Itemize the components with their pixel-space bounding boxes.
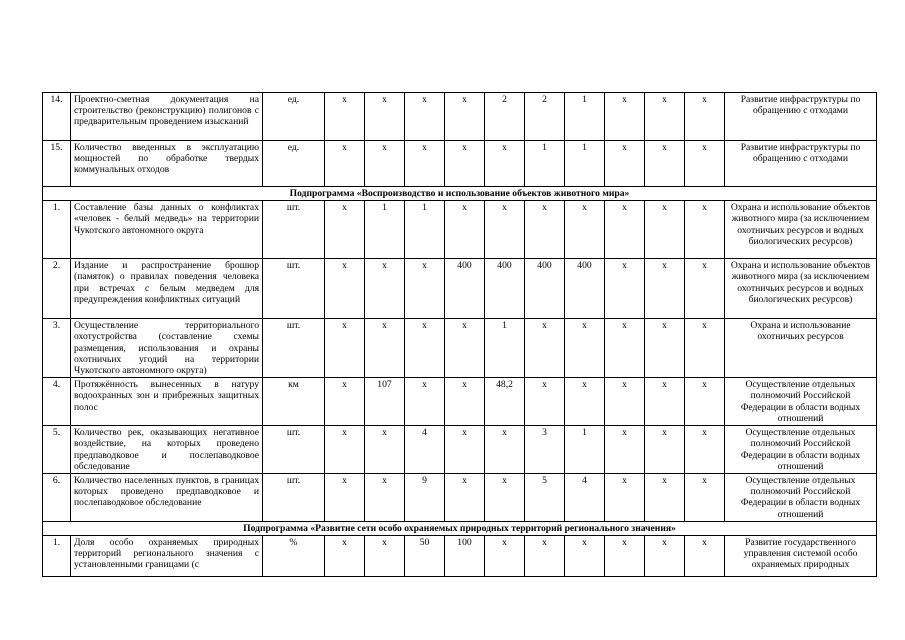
row-number: 2. — [43, 259, 71, 319]
value-cell: 1 — [485, 319, 525, 378]
value-cell: 50 — [405, 536, 445, 577]
value-cell: х — [685, 474, 725, 522]
table-row — [43, 474, 877, 522]
value-cell: х — [485, 474, 525, 522]
unit-cell: шт. — [263, 201, 325, 259]
table-row — [43, 378, 877, 426]
value-cell: х — [605, 259, 645, 319]
value-cell: 1 — [365, 201, 405, 259]
direction-cell: Охрана и использование охотничьих ресурсов — [725, 319, 877, 378]
unit-cell: шт. — [263, 319, 325, 378]
value-cell: х — [325, 141, 365, 187]
direction-cell: Осуществление отдельных полномочий Российской Федерации в области водных отношений — [725, 474, 877, 522]
direction-cell: Развитие инфраструктуры по обращению с отходами — [725, 141, 877, 187]
value-cell: х — [325, 319, 365, 378]
subprogram-row — [43, 187, 877, 201]
table-row — [43, 201, 877, 259]
row-number: 6. — [43, 474, 71, 522]
value-cell: х — [485, 141, 525, 187]
value-cell: 400 — [565, 259, 605, 319]
value-cell: х — [405, 93, 445, 141]
indicator-name: Доля особо охраняемых природных территорий регионального значения с установленными границами (с — [71, 536, 263, 577]
value-cell: 400 — [525, 259, 565, 319]
value-cell: 1 — [525, 141, 565, 187]
value-cell: 48,2 — [485, 378, 525, 426]
value-cell: х — [445, 426, 485, 474]
row-number: 1. — [43, 201, 71, 259]
indicator-name: Составление базы данных о конфликтах «человек - белый медведь» на территории Чукотского автономного округа — [71, 201, 263, 259]
value-cell: х — [365, 93, 405, 141]
value-cell: х — [685, 93, 725, 141]
indicator-name: Количество населенных пунктов, в границах которых проведено предпаводковое и послепаводковое обследование — [71, 474, 263, 522]
value-cell: х — [605, 319, 645, 378]
value-cell: х — [525, 378, 565, 426]
value-cell: х — [565, 201, 605, 259]
value-cell: х — [405, 141, 445, 187]
unit-cell: шт. — [263, 426, 325, 474]
value-cell: 3 — [525, 426, 565, 474]
value-cell: х — [365, 426, 405, 474]
table-row — [43, 426, 877, 474]
value-cell: 2 — [485, 93, 525, 141]
value-cell: х — [365, 536, 405, 577]
row-number: 3. — [43, 319, 71, 378]
value-cell: х — [405, 259, 445, 319]
value-cell: х — [565, 378, 605, 426]
table-row — [43, 93, 877, 141]
unit-cell: ед. — [263, 141, 325, 187]
value-cell: х — [365, 259, 405, 319]
value-cell: х — [605, 141, 645, 187]
direction-cell: Осуществление отдельных полномочий Российской Федерации в области водных отношений — [725, 426, 877, 474]
value-cell: х — [605, 201, 645, 259]
value-cell: х — [325, 474, 365, 522]
value-cell: х — [605, 93, 645, 141]
indicator-name: Протяжённость вынесенных в натуру водоохранных зон и прибрежных защитных полос — [71, 378, 263, 426]
value-cell: х — [565, 536, 605, 577]
value-cell: х — [485, 426, 525, 474]
unit-cell: шт. — [263, 474, 325, 522]
row-number: 15. — [43, 141, 71, 187]
value-cell: х — [645, 319, 685, 378]
value-cell: х — [645, 536, 685, 577]
direction-cell: Развитие государственного управления системой особо охраняемых природных — [725, 536, 877, 577]
indicator-name: Проектно-сметная документация на строительство (реконструкцию) полигонов с предварительным проведением изысканий — [71, 93, 263, 141]
row-number: 1. — [43, 536, 71, 577]
unit-cell: ед. — [263, 93, 325, 141]
value-cell: х — [365, 474, 405, 522]
value-cell: 1 — [405, 201, 445, 259]
table-row — [43, 259, 877, 319]
value-cell: х — [445, 201, 485, 259]
value-cell: х — [605, 536, 645, 577]
value-cell: х — [485, 201, 525, 259]
subprogram-heading: Подпрограмма «Развитие сети особо охраняемых природных территорий регионального значения» — [43, 521, 877, 535]
value-cell: х — [685, 141, 725, 187]
value-cell: х — [405, 319, 445, 378]
value-cell: 4 — [405, 426, 445, 474]
value-cell: х — [685, 378, 725, 426]
value-cell: х — [645, 93, 685, 141]
value-cell: х — [645, 141, 685, 187]
value-cell: х — [525, 319, 565, 378]
value-cell: 100 — [445, 536, 485, 577]
value-cell: х — [645, 259, 685, 319]
value-cell: х — [525, 536, 565, 577]
unit-cell: км — [263, 378, 325, 426]
value-cell: х — [325, 536, 365, 577]
value-cell: 1 — [565, 141, 605, 187]
value-cell: х — [325, 259, 365, 319]
row-number: 5. — [43, 426, 71, 474]
value-cell: х — [445, 141, 485, 187]
unit-cell: шт. — [263, 259, 325, 319]
value-cell: х — [445, 319, 485, 378]
value-cell: х — [685, 201, 725, 259]
table-row — [43, 319, 877, 378]
value-cell: х — [685, 426, 725, 474]
indicator-name: Количество рек, оказывающих негативное воздействие, на которых проведено предпаводковое и послепаводковое обследование — [71, 426, 263, 474]
value-cell: 1 — [565, 93, 605, 141]
value-cell: 400 — [485, 259, 525, 319]
value-cell: 4 — [565, 474, 605, 522]
value-cell: х — [485, 536, 525, 577]
subprogram-heading: Подпрограмма «Воспроизводство и использование объектов животного мира» — [43, 187, 877, 201]
subprogram-row — [43, 521, 877, 535]
row-number: 14. — [43, 93, 71, 141]
direction-cell: Развитие инфраструктуры по обращению с отходами — [725, 93, 877, 141]
value-cell: х — [645, 378, 685, 426]
value-cell: х — [645, 201, 685, 259]
indicators-table — [42, 92, 877, 577]
value-cell: х — [645, 426, 685, 474]
value-cell: х — [605, 378, 645, 426]
direction-cell: Охрана и использование объектов животного мира (за исключением охотничьих ресурсов и водных биологических ресурсов) — [725, 259, 877, 319]
value-cell: х — [325, 93, 365, 141]
indicator-name: Осуществление территориального охотустройства (составление схемы размещения, использования и охраны охотничьих угодий на территории Чукотского автономного округа) — [71, 319, 263, 378]
value-cell: х — [685, 319, 725, 378]
value-cell: х — [685, 259, 725, 319]
value-cell: 1 — [565, 426, 605, 474]
row-number: 4. — [43, 378, 71, 426]
value-cell: х — [445, 93, 485, 141]
value-cell: х — [445, 474, 485, 522]
value-cell: х — [325, 426, 365, 474]
table-row — [43, 536, 877, 577]
value-cell: 5 — [525, 474, 565, 522]
value-cell: х — [685, 536, 725, 577]
value-cell: х — [645, 474, 685, 522]
value-cell: х — [565, 319, 605, 378]
value-cell: х — [605, 426, 645, 474]
value-cell: х — [405, 378, 445, 426]
value-cell: х — [325, 201, 365, 259]
value-cell: 2 — [525, 93, 565, 141]
direction-cell: Охрана и использование объектов животного мира (за исключением охотничьих ресурсов и водных биологических ресурсов) — [725, 201, 877, 259]
indicator-name: Количество введенных в эксплуатацию мощностей по обработке твердых коммунальных отходов — [71, 141, 263, 187]
value-cell: х — [365, 141, 405, 187]
unit-cell: % — [263, 536, 325, 577]
value-cell: х — [525, 201, 565, 259]
value-cell: х — [325, 378, 365, 426]
value-cell: 400 — [445, 259, 485, 319]
indicator-name: Издание и распространение брошюр (памяток) о правилах поведения человека при встречах с белым медведем для предупреждения конфликтных ситуаций — [71, 259, 263, 319]
value-cell: 107 — [365, 378, 405, 426]
value-cell: х — [605, 474, 645, 522]
value-cell: х — [445, 378, 485, 426]
direction-cell: Осуществление отдельных полномочий Российской Федерации в области водных отношений — [725, 378, 877, 426]
table-row — [43, 141, 877, 187]
value-cell: х — [365, 319, 405, 378]
value-cell: 9 — [405, 474, 445, 522]
